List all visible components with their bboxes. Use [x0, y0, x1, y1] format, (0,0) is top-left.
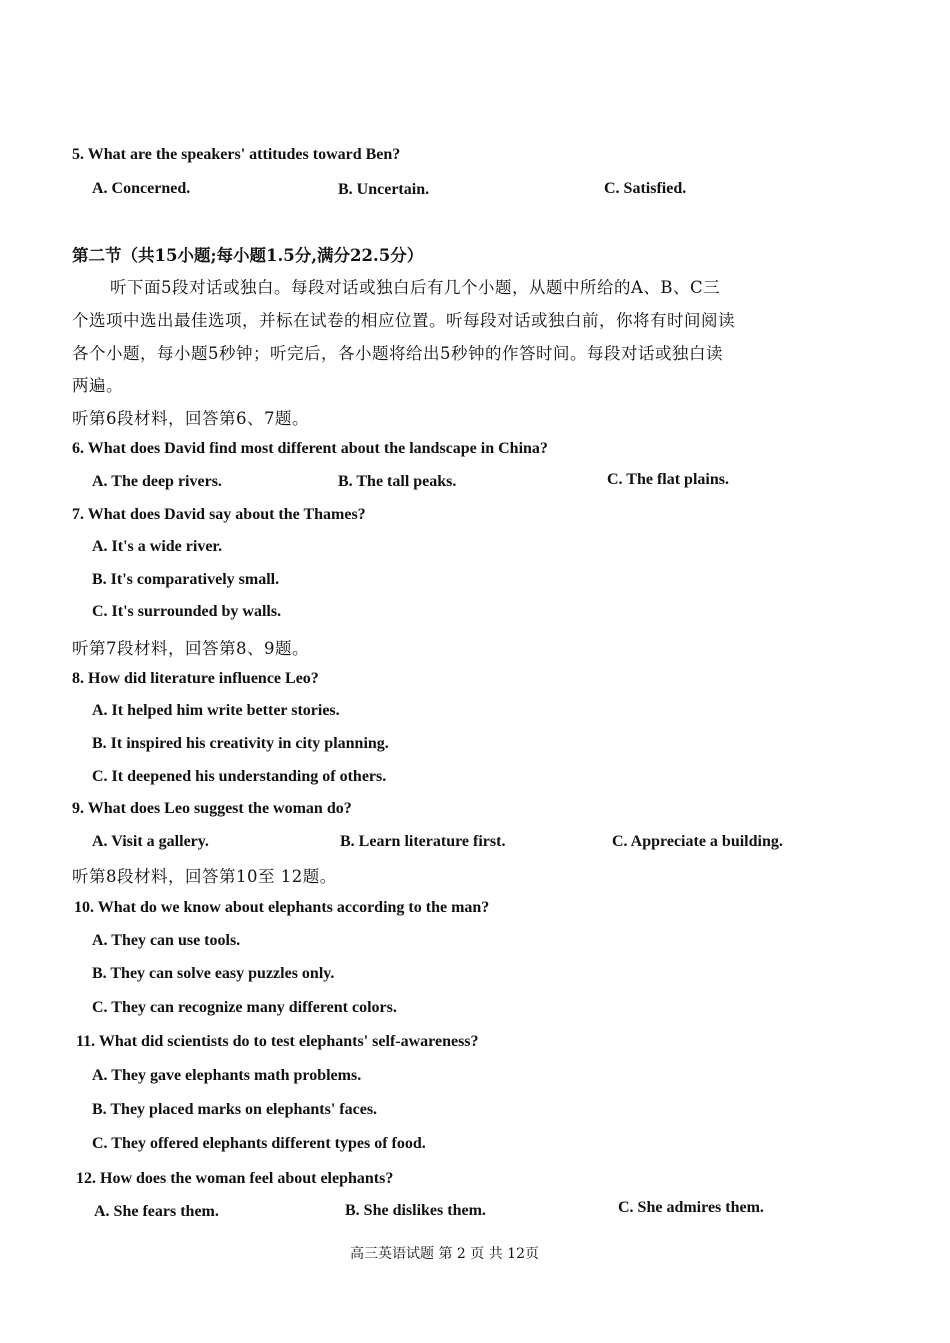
question-7-option-a: A. It's a wide river. — [92, 538, 223, 555]
instructions-line-2: 个选项中选出最佳选项，并标在试卷的相应位置。听每段对话或独白前，你将有时间阅读 — [72, 311, 735, 330]
question-9-option-b: B. Learn literature first. — [340, 833, 506, 850]
question-12-stem: 12. How does the woman feel about elephants? — [76, 1170, 394, 1187]
question-6-option-b: B. The tall peaks. — [338, 473, 457, 490]
question-12-option-c: C. She admires them. — [618, 1199, 764, 1216]
instructions-line-4: 两遍。 — [72, 376, 123, 395]
question-7-option-b: B. It's comparatively small. — [92, 571, 280, 588]
question-10-option-b: B. They can solve easy puzzles only. — [92, 965, 335, 982]
question-5-option-c: C. Satisfied. — [604, 180, 687, 197]
instructions-line-1: 听下面5段对话或独白。每段对话或独白后有几个小题，从题中所给的A、B、C三 — [110, 278, 721, 297]
question-7-option-c: C. It's surrounded by walls. — [92, 603, 282, 620]
question-10-option-a: A. They can use tools. — [92, 932, 241, 949]
question-11-stem: 11. What did scientists do to test elephants' self-awareness? — [76, 1033, 479, 1050]
page-footer: 高三英语试题 第 2 页 共 12页 — [350, 1246, 539, 1262]
question-8-stem: 8. How did literature influence Leo? — [72, 670, 319, 687]
question-6-option-c: C. The flat plains. — [607, 471, 729, 488]
section-heading: 第二节（共15小题;每小题1.5分,满分22.5分） — [72, 246, 424, 265]
question-8-option-c: C. It deepened his understanding of others. — [92, 768, 387, 785]
instructions-line-3: 各个小题，每小题5秒钟；听完后，各小题将给出5秒钟的作答时间。每段对话或独白读 — [72, 344, 723, 363]
question-9-option-a: A. Visit a gallery. — [92, 833, 209, 850]
question-9-stem: 9. What does Leo suggest the woman do? — [72, 800, 352, 817]
question-8-option-b: B. It inspired his creativity in city planning. — [92, 735, 389, 752]
question-5-option-b: B. Uncertain. — [338, 181, 430, 198]
material-8-note: 听第8段材料，回答第10至 12题。 — [72, 867, 337, 886]
question-5-option-a: A. Concerned. — [92, 180, 191, 197]
question-5-stem: 5. What are the speakers' attitudes toward Ben? — [72, 146, 401, 163]
question-11-option-a: A. They gave elephants math problems. — [92, 1067, 362, 1084]
question-10-stem: 10. What do we know about elephants according to the man? — [74, 899, 490, 916]
question-8-option-a: A. It helped him write better stories. — [92, 702, 340, 719]
material-6-note: 听第6段材料，回答第6、7题。 — [72, 409, 309, 428]
question-11-option-c: C. They offered elephants different types of food. — [92, 1135, 426, 1152]
material-7-note: 听第7段材料，回答第8、9题。 — [72, 639, 309, 658]
question-9-option-c: C. Appreciate a building. — [612, 833, 783, 850]
question-7-stem: 7. What does David say about the Thames? — [72, 506, 366, 523]
question-10-option-c: C. They can recognize many different colors. — [92, 999, 397, 1016]
question-12-option-a: A. She fears them. — [94, 1203, 219, 1220]
question-11-option-b: B. They placed marks on elephants' faces. — [92, 1101, 378, 1118]
question-6-option-a: A. The deep rivers. — [92, 473, 222, 490]
question-12-option-b: B. She dislikes them. — [345, 1202, 486, 1219]
question-6-stem: 6. What does David find most different about the landscape in China? — [72, 440, 548, 457]
